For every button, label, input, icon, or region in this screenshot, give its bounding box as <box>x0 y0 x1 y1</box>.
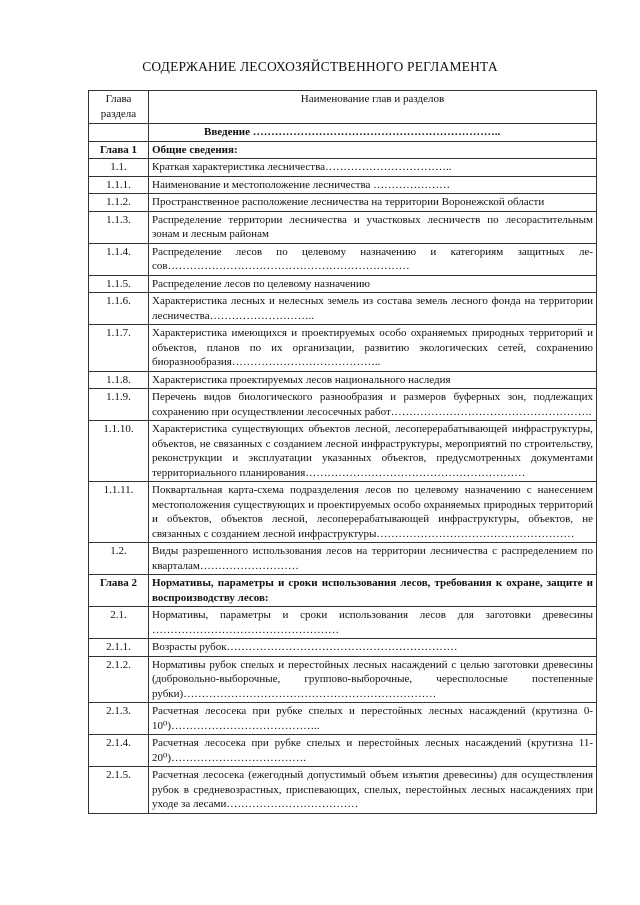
section-title: Расчетная лесосека при рубке спелых и перестойных лесных насаждений (крутизна 0-10⁰)………………………………….. <box>149 703 597 735</box>
header-titles: Наименование глав и разделов <box>149 91 597 124</box>
section-title: Характеристика лесных и нелесных земель из состава земель лесного фонда на территории лесничества……………………….. <box>149 293 597 325</box>
table-row <box>89 371 597 389</box>
table-row <box>89 656 597 703</box>
section-number: 2.1.3. <box>89 703 149 735</box>
section-number: 1.2. <box>89 543 149 575</box>
section-title: Распределение лесов по целевому назначению <box>149 275 597 293</box>
header-chapter-section: Глава раздела <box>89 91 149 124</box>
section-number: 1.1.6. <box>89 293 149 325</box>
section-title: Наименование и местоположение лесничества ………………… <box>149 176 597 194</box>
section-number: 2.1.5. <box>89 767 149 814</box>
section-number: 1.1.9. <box>89 389 149 421</box>
section-title: Распределение территории лесничества и участковых лесничеств по лесорастительным зонам и лесным районам <box>149 211 597 243</box>
section-title: Характеристика существующих объектов лесной, лесоперерабатывающей инфраструктуры, объектов, не связанных с созданием лесной инфраструктуры, мероприятий по строительству, реконструкции и эксплуатации указанных объектов, предусмотренных документами территориального планирования…………………………………………………… <box>149 421 597 482</box>
section-number: Глава 1 <box>89 141 149 159</box>
section-title: Характеристика проектируемых лесов национального наследия <box>149 371 597 389</box>
table-row <box>89 639 597 657</box>
section-number: 1.1.2. <box>89 194 149 212</box>
section-title: Распределение лесов по целевому назначению и категориям защитных лесов………………………………………………………… <box>149 243 597 275</box>
section-title: Расчетная лесосека при рубке спелых и перестойных лесных насаждений (крутизна 11-20⁰)………………………………. <box>149 735 597 767</box>
section-title: Нормативы рубок спелых и перестойных лесных насаждений с целью заготовки древесины (добровольно-выборочные, группово-выборочные, чересполосные постепенные рубки)…………………………………………………………… <box>149 656 597 703</box>
section-title: Характеристика имеющихся и проектируемых особо охраняемых природных территорий и объектов, планов по их организации, развитию экологических сетей, сохранению биоразнообразия………………………………….. <box>149 325 597 372</box>
section-title: Общие сведения: <box>149 141 597 159</box>
table-row <box>89 735 597 767</box>
table-row <box>89 389 597 421</box>
section-title: Пространственное расположение лесничества на территории Воронежской области <box>149 194 597 212</box>
section-title: Возрасты рубок……………………………………………………… <box>149 639 597 657</box>
table-row <box>89 543 597 575</box>
section-title: Краткая характеристика лесничества…………………………….. <box>149 159 597 177</box>
section-title: Перечень видов биологического разнообразия и размеров буферных зон, подлежащих сохранению при осуществлении лесосечных работ………………………………………………. <box>149 389 597 421</box>
table-row <box>89 703 597 735</box>
table-row <box>89 176 597 194</box>
section-title: Введение ………………………………………………………….. <box>149 124 597 142</box>
section-number: 1.1.7. <box>89 325 149 372</box>
table-row <box>89 293 597 325</box>
section-number: 1.1.1. <box>89 176 149 194</box>
section-title: Нормативы, параметры и сроки использования лесов, требования к охране, защите и воспроизводству лесов: <box>149 575 597 607</box>
table-row <box>89 325 597 372</box>
page-title: СОДЕРЖАНИЕ ЛЕСОХОЗЯЙСТВЕННОГО РЕГЛАМЕНТА <box>142 59 498 74</box>
section-number <box>89 124 149 142</box>
section-number: 2.1.4. <box>89 735 149 767</box>
section-title: Нормативы, параметры и сроки использования лесов для заготовки древесины …………………………………………… <box>149 607 597 639</box>
contents-table <box>88 90 597 814</box>
section-title: Расчетная лесосека (ежегодный допустимый объем изъятия древесины) для осуществления рубок в средневозрастных, приспевающих, спелых, перестойных лесных насаждениях при уходе за лесами……………………………… <box>149 767 597 814</box>
section-number: 1.1.8. <box>89 371 149 389</box>
table-row <box>89 421 597 482</box>
table-row <box>89 124 597 142</box>
section-title: Виды разрешенного использования лесов на территории лесничества с распределением по кварталам……………………… <box>149 543 597 575</box>
table-row <box>89 767 597 814</box>
section-number: 1.1.5. <box>89 275 149 293</box>
section-number: 2.1.2. <box>89 656 149 703</box>
section-number: 1.1.11. <box>89 482 149 543</box>
table-row <box>89 159 597 177</box>
section-number: 1.1.10. <box>89 421 149 482</box>
table-row <box>89 575 597 607</box>
table-row <box>89 275 597 293</box>
table-row <box>89 194 597 212</box>
table-row <box>89 141 597 159</box>
table-row <box>89 482 597 543</box>
section-number: 2.1.1. <box>89 639 149 657</box>
table-header-row <box>89 91 597 124</box>
section-number: 2.1. <box>89 607 149 639</box>
section-number: 1.1.3. <box>89 211 149 243</box>
section-title: Поквартальная карта-схема подразделения лесов по целевому назначению с нанесением местоположения существующих и проектируемых особо охраняемых природных территорий и объектов, объектов лесной, лесоперерабатывающей инфраструктуры, объектов, не связанных с созданием лесной инфраструктуры……………………………………………… <box>149 482 597 543</box>
section-number: 1.1.4. <box>89 243 149 275</box>
section-number: 1.1. <box>89 159 149 177</box>
table-row <box>89 607 597 639</box>
table-row <box>89 211 597 243</box>
section-number: Глава 2 <box>89 575 149 607</box>
table-row <box>89 243 597 275</box>
